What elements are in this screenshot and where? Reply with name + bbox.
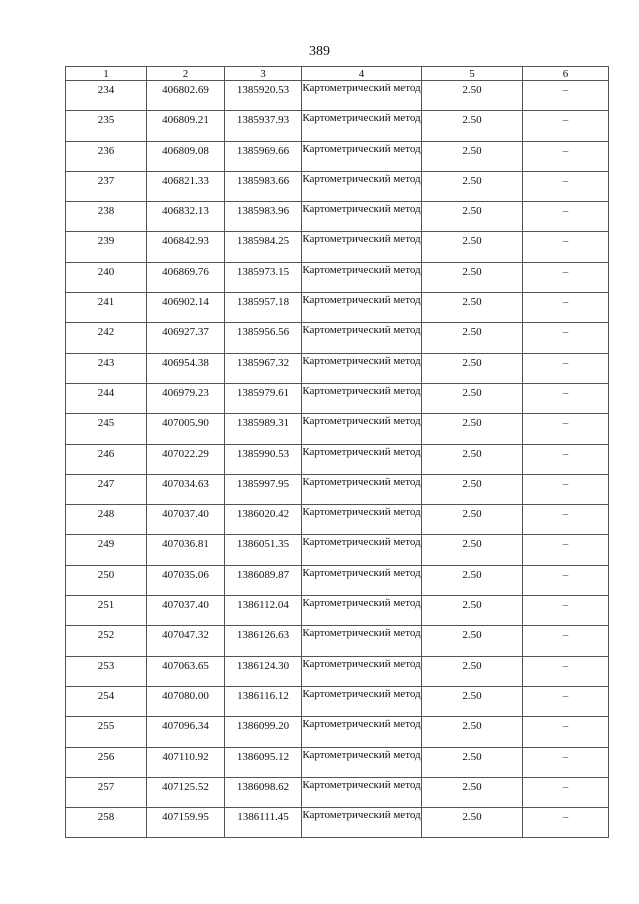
table-row	[66, 383, 609, 413]
header-cell-6: 6	[523, 67, 609, 81]
table-row	[66, 111, 609, 141]
y-coordinate-cell: 1385957.18	[225, 293, 302, 323]
point-number-cell: 246	[66, 444, 147, 474]
point-number-cell: 241	[66, 293, 147, 323]
accuracy-cell: 2.50	[422, 474, 523, 504]
header-cell-3: 3	[225, 67, 302, 81]
table-row	[66, 808, 609, 838]
y-coordinate-cell: 1385984.25	[225, 232, 302, 262]
y-coordinate-cell: 1385979.61	[225, 383, 302, 413]
table-row	[66, 535, 609, 565]
method-cell: Картометрический метод	[302, 171, 422, 201]
x-coordinate-cell: 406832.13	[147, 202, 225, 232]
x-coordinate-cell: 407096.34	[147, 717, 225, 747]
note-cell: –	[523, 293, 609, 323]
note-cell: –	[523, 626, 609, 656]
x-coordinate-cell: 407047.32	[147, 626, 225, 656]
y-coordinate-cell: 1386095.12	[225, 747, 302, 777]
accuracy-cell: 2.50	[422, 505, 523, 535]
accuracy-cell: 2.50	[422, 414, 523, 444]
accuracy-cell: 2.50	[422, 686, 523, 716]
x-coordinate-cell: 407034.63	[147, 474, 225, 504]
table-row	[66, 565, 609, 595]
note-cell: –	[523, 596, 609, 626]
note-cell: –	[523, 414, 609, 444]
x-coordinate-cell: 407036.81	[147, 535, 225, 565]
x-coordinate-cell: 407022.29	[147, 444, 225, 474]
point-number-cell: 239	[66, 232, 147, 262]
point-number-cell: 248	[66, 505, 147, 535]
accuracy-cell: 2.50	[422, 535, 523, 565]
y-coordinate-cell: 1386051.35	[225, 535, 302, 565]
point-number-cell: 250	[66, 565, 147, 595]
point-number-cell: 254	[66, 686, 147, 716]
x-coordinate-cell: 407110.92	[147, 747, 225, 777]
note-cell: –	[523, 505, 609, 535]
table-body	[66, 81, 609, 838]
accuracy-cell: 2.50	[422, 717, 523, 747]
note-cell: –	[523, 81, 609, 111]
method-cell: Картометрический метод	[302, 414, 422, 444]
x-coordinate-cell: 406954.38	[147, 353, 225, 383]
note-cell: –	[523, 535, 609, 565]
point-number-cell: 244	[66, 383, 147, 413]
y-coordinate-cell: 1386124.30	[225, 656, 302, 686]
method-cell: Картометрический метод	[302, 81, 422, 111]
point-number-cell: 236	[66, 141, 147, 171]
x-coordinate-cell: 406927.37	[147, 323, 225, 353]
table-row	[66, 293, 609, 323]
method-cell: Картометрический метод	[302, 293, 422, 323]
x-coordinate-cell: 407035.06	[147, 565, 225, 595]
y-coordinate-cell: 1386089.87	[225, 565, 302, 595]
method-cell: Картометрический метод	[302, 626, 422, 656]
accuracy-cell: 2.50	[422, 202, 523, 232]
point-number-cell: 255	[66, 717, 147, 747]
accuracy-cell: 2.50	[422, 747, 523, 777]
point-number-cell: 256	[66, 747, 147, 777]
point-number-cell: 249	[66, 535, 147, 565]
table-row	[66, 505, 609, 535]
table-row	[66, 171, 609, 201]
x-coordinate-cell: 406979.23	[147, 383, 225, 413]
coordinates-table	[65, 66, 609, 838]
x-coordinate-cell: 407080.00	[147, 686, 225, 716]
point-number-cell: 251	[66, 596, 147, 626]
note-cell: –	[523, 656, 609, 686]
method-cell: Картометрический метод	[302, 565, 422, 595]
note-cell: –	[523, 717, 609, 747]
x-coordinate-cell: 407125.52	[147, 777, 225, 807]
table-row	[66, 202, 609, 232]
accuracy-cell: 2.50	[422, 777, 523, 807]
x-coordinate-cell: 406902.14	[147, 293, 225, 323]
point-number-cell: 242	[66, 323, 147, 353]
accuracy-cell: 2.50	[422, 596, 523, 626]
table-row	[66, 232, 609, 262]
table-row	[66, 323, 609, 353]
method-cell: Картометрический метод	[302, 474, 422, 504]
x-coordinate-cell: 406869.76	[147, 262, 225, 292]
method-cell: Картометрический метод	[302, 535, 422, 565]
method-cell: Картометрический метод	[302, 656, 422, 686]
note-cell: –	[523, 474, 609, 504]
accuracy-cell: 2.50	[422, 262, 523, 292]
accuracy-cell: 2.50	[422, 808, 523, 838]
point-number-cell: 238	[66, 202, 147, 232]
y-coordinate-cell: 1385997.95	[225, 474, 302, 504]
x-coordinate-cell: 406809.21	[147, 111, 225, 141]
table-row	[66, 626, 609, 656]
point-number-cell: 235	[66, 111, 147, 141]
accuracy-cell: 2.50	[422, 81, 523, 111]
point-number-cell: 234	[66, 81, 147, 111]
accuracy-cell: 2.50	[422, 444, 523, 474]
method-cell: Картометрический метод	[302, 505, 422, 535]
y-coordinate-cell: 1385920.53	[225, 81, 302, 111]
accuracy-cell: 2.50	[422, 232, 523, 262]
y-coordinate-cell: 1385983.96	[225, 202, 302, 232]
point-number-cell: 253	[66, 656, 147, 686]
y-coordinate-cell: 1386112.04	[225, 596, 302, 626]
method-cell: Картометрический метод	[302, 111, 422, 141]
note-cell: –	[523, 262, 609, 292]
method-cell: Картометрический метод	[302, 596, 422, 626]
x-coordinate-cell: 406842.93	[147, 232, 225, 262]
x-coordinate-cell: 406802.69	[147, 81, 225, 111]
table-row	[66, 686, 609, 716]
method-cell: Картометрический метод	[302, 262, 422, 292]
method-cell: Картометрический метод	[302, 232, 422, 262]
method-cell: Картометрический метод	[302, 808, 422, 838]
accuracy-cell: 2.50	[422, 141, 523, 171]
y-coordinate-cell: 1385956.56	[225, 323, 302, 353]
note-cell: –	[523, 808, 609, 838]
y-coordinate-cell: 1385973.15	[225, 262, 302, 292]
note-cell: –	[523, 111, 609, 141]
method-cell: Картометрический метод	[302, 141, 422, 171]
page-number: 389	[309, 44, 330, 59]
y-coordinate-cell: 1386111.45	[225, 808, 302, 838]
y-coordinate-cell: 1385990.53	[225, 444, 302, 474]
method-cell: Картометрический метод	[302, 444, 422, 474]
note-cell: –	[523, 777, 609, 807]
point-number-cell: 258	[66, 808, 147, 838]
point-number-cell: 247	[66, 474, 147, 504]
x-coordinate-cell: 406821.33	[147, 171, 225, 201]
point-number-cell: 237	[66, 171, 147, 201]
x-coordinate-cell: 407063.65	[147, 656, 225, 686]
method-cell: Картометрический метод	[302, 383, 422, 413]
method-cell: Картометрический метод	[302, 686, 422, 716]
x-coordinate-cell: 406809.08	[147, 141, 225, 171]
x-coordinate-cell: 407005.90	[147, 414, 225, 444]
accuracy-cell: 2.50	[422, 111, 523, 141]
y-coordinate-cell: 1385967.32	[225, 353, 302, 383]
accuracy-cell: 2.50	[422, 656, 523, 686]
method-cell: Картометрический метод	[302, 323, 422, 353]
accuracy-cell: 2.50	[422, 626, 523, 656]
note-cell: –	[523, 202, 609, 232]
point-number-cell: 257	[66, 777, 147, 807]
table-row	[66, 353, 609, 383]
header-cell-4: 4	[302, 67, 422, 81]
x-coordinate-cell: 407037.40	[147, 505, 225, 535]
table-row	[66, 656, 609, 686]
y-coordinate-cell: 1385989.31	[225, 414, 302, 444]
y-coordinate-cell: 1386098.62	[225, 777, 302, 807]
table-row	[66, 414, 609, 444]
table-row	[66, 141, 609, 171]
accuracy-cell: 2.50	[422, 353, 523, 383]
table-row	[66, 474, 609, 504]
table-row	[66, 777, 609, 807]
note-cell: –	[523, 686, 609, 716]
table-row	[66, 81, 609, 111]
header-row	[66, 67, 609, 81]
note-cell: –	[523, 323, 609, 353]
note-cell: –	[523, 171, 609, 201]
method-cell: Картометрический метод	[302, 747, 422, 777]
note-cell: –	[523, 232, 609, 262]
table-row	[66, 717, 609, 747]
accuracy-cell: 2.50	[422, 565, 523, 595]
note-cell: –	[523, 747, 609, 777]
x-coordinate-cell: 407037.40	[147, 596, 225, 626]
table-row	[66, 747, 609, 777]
y-coordinate-cell: 1385969.66	[225, 141, 302, 171]
note-cell: –	[523, 141, 609, 171]
table-row	[66, 596, 609, 626]
method-cell: Картометрический метод	[302, 353, 422, 383]
y-coordinate-cell: 1386020.42	[225, 505, 302, 535]
header-cell-2: 2	[147, 67, 225, 81]
note-cell: –	[523, 383, 609, 413]
note-cell: –	[523, 353, 609, 383]
table-row	[66, 262, 609, 292]
note-cell: –	[523, 565, 609, 595]
point-number-cell: 245	[66, 414, 147, 444]
x-coordinate-cell: 407159.95	[147, 808, 225, 838]
point-number-cell: 240	[66, 262, 147, 292]
y-coordinate-cell: 1385937.93	[225, 111, 302, 141]
y-coordinate-cell: 1385983.66	[225, 171, 302, 201]
method-cell: Картометрический метод	[302, 202, 422, 232]
header-cell-1: 1	[66, 67, 147, 81]
note-cell: –	[523, 444, 609, 474]
y-coordinate-cell: 1386116.12	[225, 686, 302, 716]
accuracy-cell: 2.50	[422, 323, 523, 353]
point-number-cell: 243	[66, 353, 147, 383]
method-cell: Картометрический метод	[302, 717, 422, 747]
point-number-cell: 252	[66, 626, 147, 656]
y-coordinate-cell: 1386126.63	[225, 626, 302, 656]
accuracy-cell: 2.50	[422, 171, 523, 201]
header-cell-5: 5	[422, 67, 523, 81]
method-cell: Картометрический метод	[302, 777, 422, 807]
accuracy-cell: 2.50	[422, 383, 523, 413]
y-coordinate-cell: 1386099.20	[225, 717, 302, 747]
table-row	[66, 444, 609, 474]
accuracy-cell: 2.50	[422, 293, 523, 323]
